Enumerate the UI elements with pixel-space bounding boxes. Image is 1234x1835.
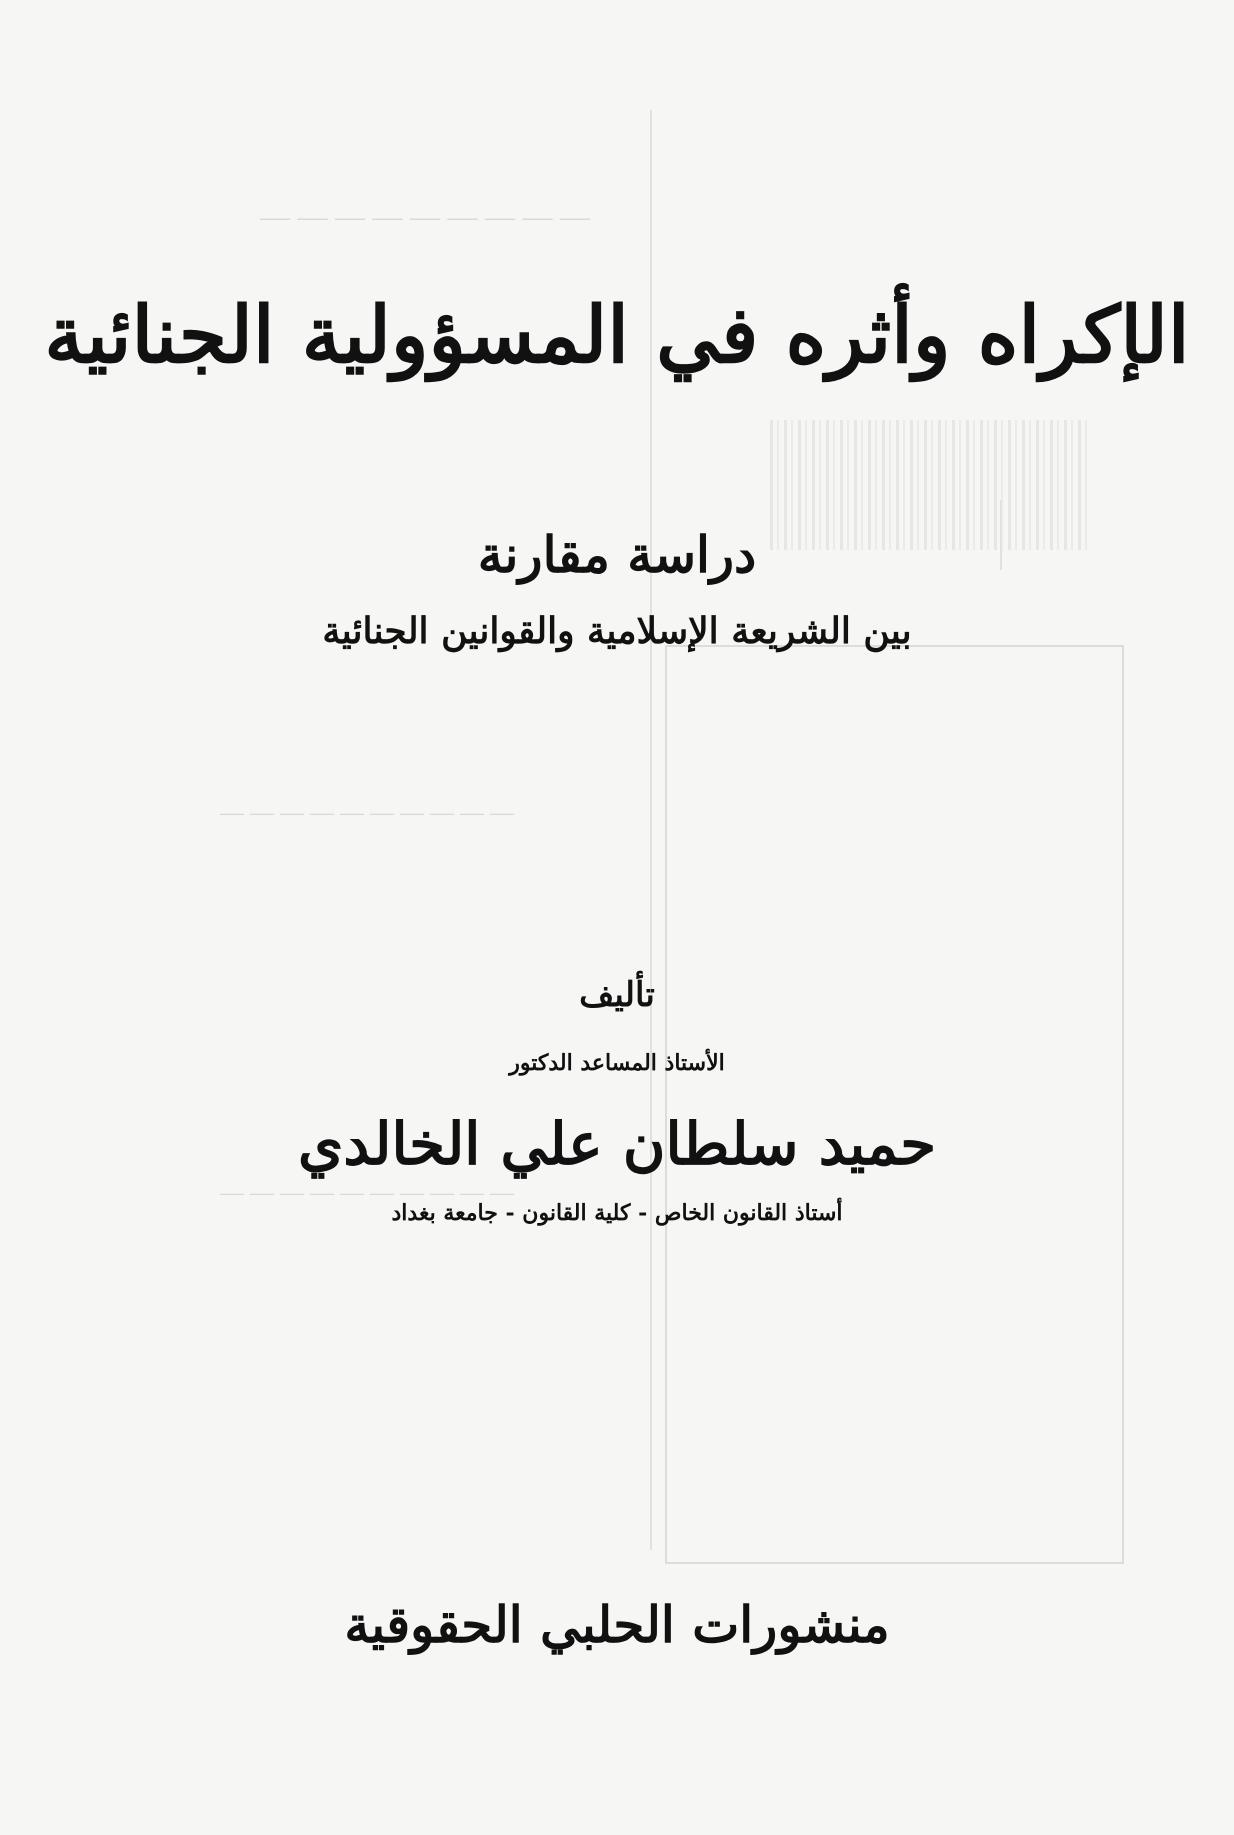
bleed-through-text: — — — — — — — — — — xyxy=(220,1180,514,1206)
author-rank: الأستاذ المساعد الدكتور xyxy=(509,1050,725,1076)
bleed-through-text: — — — — — — — — — — xyxy=(220,800,514,826)
book-subtitle: دراسة مقارنة xyxy=(477,525,757,584)
bleed-through-box xyxy=(665,645,1124,1564)
book-title: الإكراه وأثره في المسؤولية الجنائية xyxy=(44,290,1190,381)
author-affiliation: أستاذ القانون الخاص - كلية القانون - جامعة بغداد xyxy=(391,1200,843,1226)
publisher-name: منشورات الحلبي الحقوقية xyxy=(344,1595,890,1654)
book-subsubtitle: بين الشريعة الإسلامية والقوانين الجنائية xyxy=(322,610,912,652)
bleed-through-text: — — — — — — — — — xyxy=(260,200,590,233)
authorship-label: تأليف xyxy=(579,975,655,1015)
author-name: حميد سلطان علي الخالدي xyxy=(297,1110,937,1178)
